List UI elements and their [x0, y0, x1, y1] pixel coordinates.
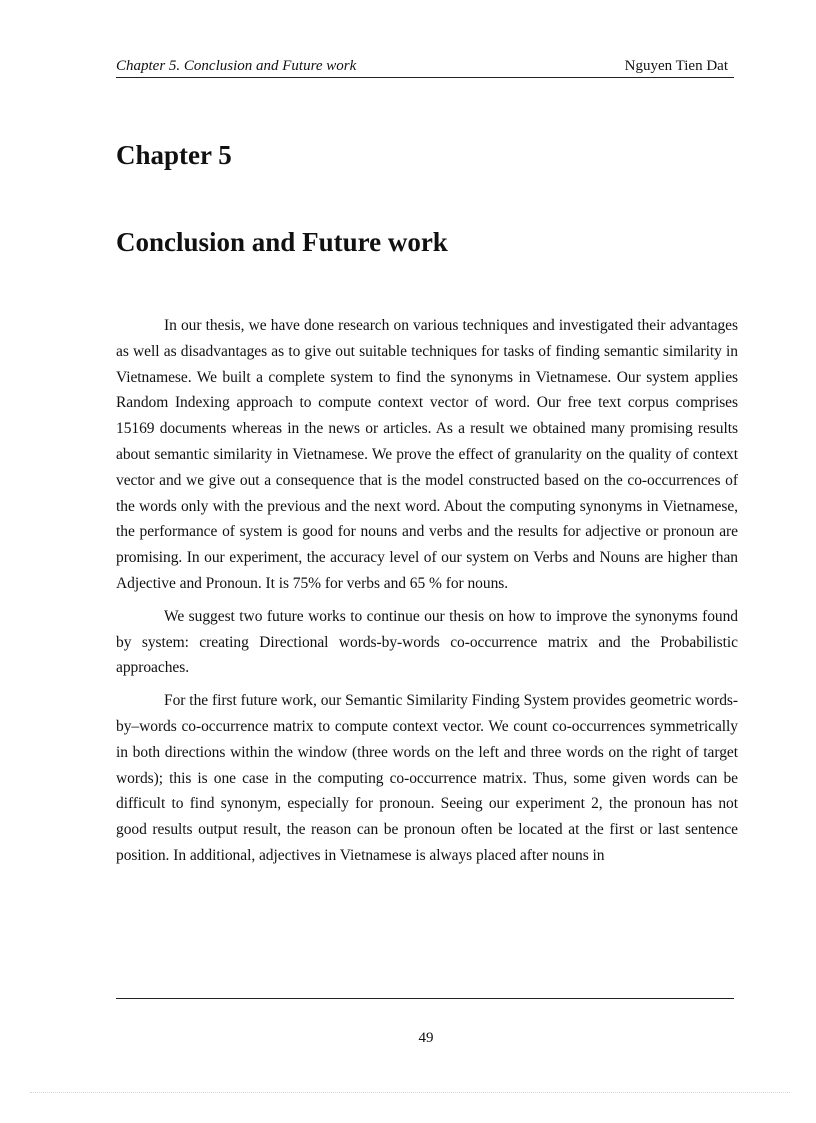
paragraph-first-future-work: For the first future work, our Semantic Similarity Finding System provides geometric words-by–words co-occurrence matrix to compute context vector. We count co-occurrences symmetrically in both directions within the window (three words on the left and three words on the right of target words); this is one case in the computing co-occurrence matrix. Thus, some given words can be difficult to find synonym, especially for pronoun. Seeing our experiment 2, the pronoun has not good results output result, the reason can be pronoun often be located at the first or last sentence position. In additional, adjectives in Vietnamese is always placed after nouns in [116, 692, 738, 864]
header-author-name: Nguyen Tien Dat [624, 58, 728, 74]
header-chapter-title: Chapter 5. Conclusion and Future work [116, 58, 357, 74]
paragraph-future-works-intro: We suggest two future works to continue our thesis on how to improve the synonyms found by system: creating Directional words-by-words co-occurrence matrix and the Probabilistic approaches. [116, 607, 738, 677]
page-bottom-edge [30, 1092, 790, 1093]
page-number: 49 [418, 1030, 434, 1046]
chapter-number-heading: Chapter 5 [116, 140, 232, 170]
paragraph-conclusion: In our thesis, we have done research on various techniques and investigated their advantages as well as disadvantages as to give out suitable techniques for tasks of finding semantic similarity in Vietnamese. We built a complete system to find the synonyms in Vietnamese. Our system applies Random Indexing approach to compute context vector of word. Our free text corpus comprises 15169 documents whereas in the news or articles. As a result we obtained many promising results about semantic similarity in Vietnamese. We prove the effect of granularity on the quality of context vector and we give out a consequence that is the model constructed based on the co-occurrences of the words only with the previous and the next word. About the computing synonyms in Vietnamese, the performance of system is good for nouns and verbs and the results for adjective or pronoun are promising. In our experiment, the accuracy level of our system on Verbs and Nouns are higher than Adjective and Pronoun. It is 75% for verbs and 65 % for nouns. [116, 317, 738, 592]
footer-divider [116, 998, 734, 999]
running-header [116, 57, 734, 78]
chapter-title-heading: Conclusion and Future work [116, 227, 448, 257]
chapter-body [116, 313, 738, 876]
